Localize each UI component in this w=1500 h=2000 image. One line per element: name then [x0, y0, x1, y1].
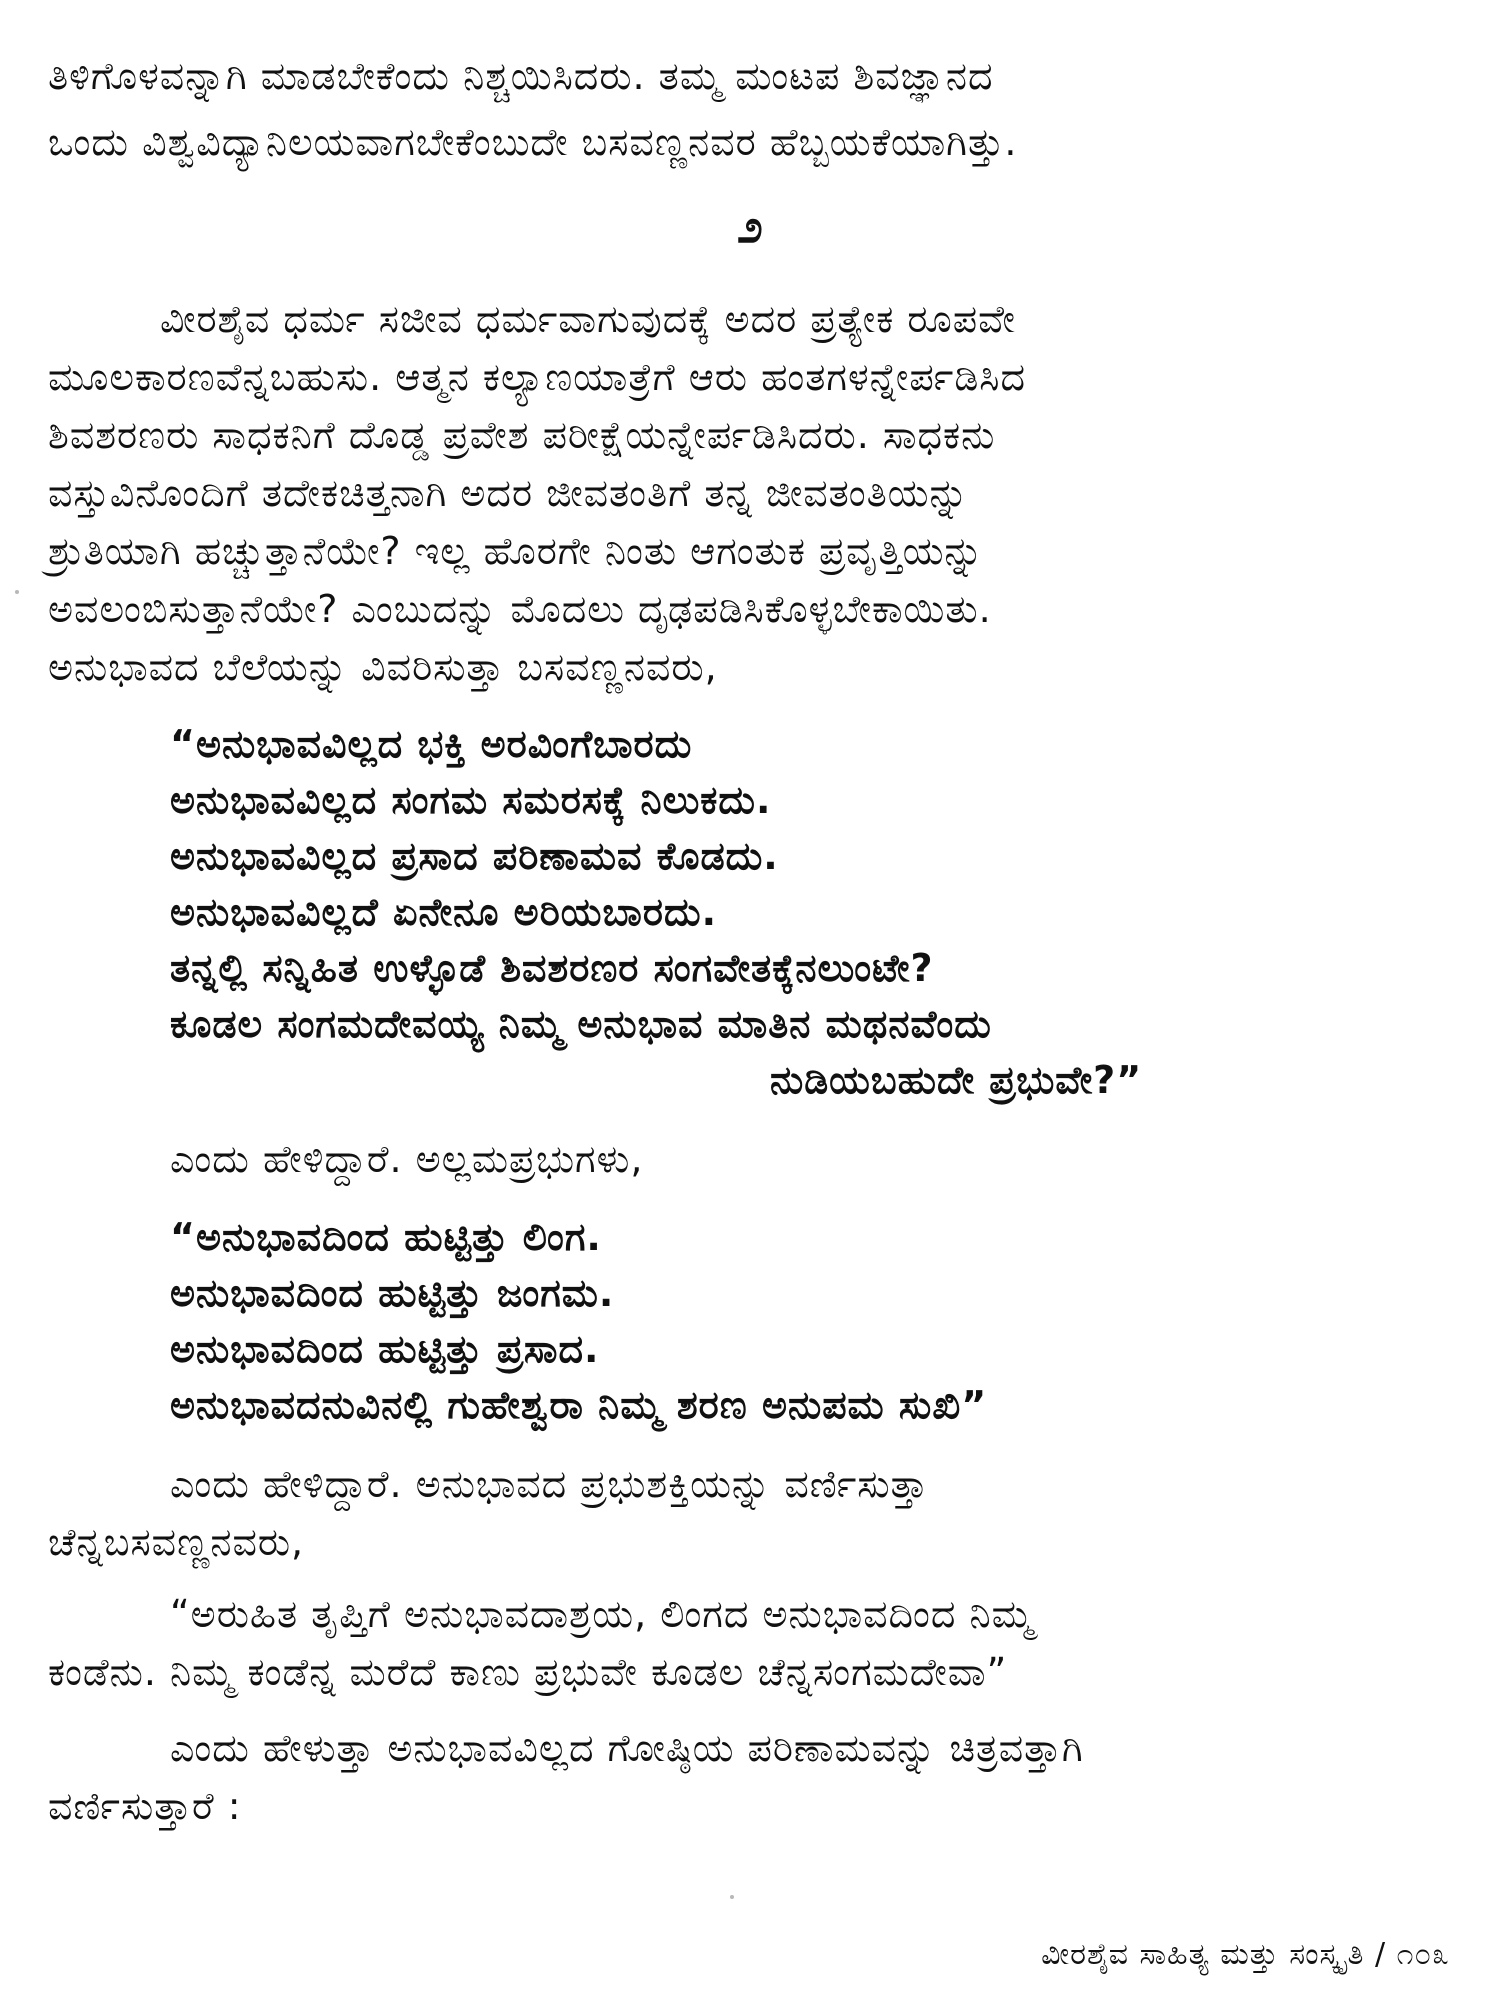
- vachana-line: ಅನುಭಾವದಿಂದ ಹುಟ್ಟಿತ್ತು ಜಂಗಮ.: [170, 1271, 615, 1315]
- text-line: ಎಂದು ಹೇಳುತ್ತಾ ಅನುಭಾವವಿಲ್ಲದ ಗೋಷ್ಠಿಯ ಪರಿಣಾಮವನ್ನು ಚಿತ್ರವತ್ತಾಗಿ: [170, 1726, 1084, 1770]
- text-line: ತಿಳಿಗೊಳವನ್ನಾಗಿ ಮಾಡಬೇಕೆಂದು ನಿಶ್ಚಯಿಸಿದರು. ತಮ್ಮ ಮಂಟಪ ಶಿವಜ್ಞಾನದ: [48, 54, 994, 98]
- text-line: ಎಂದು ಹೇಳಿದ್ದಾರೆ. ಅನುಭಾವದ ಪ್ರಭುಶಕ್ತಿಯನ್ನು ವರ್ಣಿಸುತ್ತಾ: [170, 1462, 929, 1506]
- vachana-line: ಅನುಭಾವದಿಂದ ಹುಟ್ಟಿತ್ತು ಪ್ರಸಾದ.: [170, 1327, 600, 1371]
- quote-line: “ಅರುಹಿತ ತೃಪ್ತಿಗೆ ಅನುಭಾವದಾಶ್ರಯ, ಲಿಂಗದ ಅನುಭಾವದಿಂದ ನಿಮ್ಮ: [170, 1592, 1034, 1636]
- text-line: ಶಿವಶರಣರು ಸಾಧಕನಿಗೆ ದೊಡ್ಡ ಪ್ರವೇಶ ಪರೀಕ್ಷೆಯನ್ನೇರ್ಪಡಿಸಿದರು. ಸಾಧಕನು: [48, 413, 996, 457]
- vachana-line: ಅನುಭಾವವಿಲ್ಲದ ಸಂಗಮ ಸಮರಸಕ್ಕೆ ನಿಲುಕದು.: [170, 778, 772, 822]
- scan-speck: [15, 590, 19, 594]
- text-line: ವೀರಶೈವ ಧರ್ಮ ಸಜೀವ ಧರ್ಮವಾಗುವುದಕ್ಕೆ ಅದರ ಪ್ರತ್ಯೇಕ ರೂಪವೇ: [160, 297, 1016, 341]
- scan-speck: [730, 1895, 734, 1899]
- page-footer: ವೀರಶೈವ ಸಾಹಿತ್ಯ ಮತ್ತು ಸಂಸ್ಕೃತಿ / ೧೦೩: [1041, 1937, 1450, 1972]
- text-line: ಶ್ರುತಿಯಾಗಿ ಹಚ್ಚುತ್ತಾನೆಯೇ? ಇಲ್ಲ ಹೊರಗೇ ನಿಂತು ಆಗಂತುಕ ಪ್ರವೃತ್ತಿಯನ್ನು: [48, 529, 984, 573]
- quote-line: ಕಂಡೆನು. ನಿಮ್ಮ ಕಂಡೆನ್ನ ಮರೆದೆ ಕಾಣು ಪ್ರಭುವೇ ಕೂಡಲ ಚೆನ್ನಸಂಗಮದೇವಾ”: [48, 1650, 1008, 1694]
- vachana-line: ಅನುಭಾವದನುವಿನಲ್ಲಿ ಗುಹೇಶ್ವರಾ ನಿಮ್ಮ ಶರಣ ಅನುಪಮ ಸುಖಿ”: [170, 1383, 988, 1427]
- text-line: ಅವಲಂಬಿಸುತ್ತಾನೆಯೇ? ಎಂಬುದನ್ನು ಮೊದಲು ದೃಢಪಡಿಸಿಕೊಳ್ಳಬೇಕಾಯಿತು.: [48, 587, 992, 631]
- text-line: ಮೂಲಕಾರಣವೆನ್ನಬಹುಸು. ಆತ್ಮನ ಕಲ್ಯಾಣಯಾತ್ರೆಗೆ ಆರು ಹಂತಗಳನ್ನೇರ್ಪಡಿಸಿದ: [48, 355, 1027, 399]
- vachana-line: ಕೂಡಲ ಸಂಗಮದೇವಯ್ಯ ನಿಮ್ಮ ಅನುಭಾವ ಮಾತಿನ ಮಥನವೆಂದು: [170, 1002, 992, 1046]
- vachana-line: ನುಡಿಯಬಹುದೇ ಪ್ರಭುವೇ?”: [770, 1058, 1143, 1102]
- vachana-line: “ಅನುಭಾವವಿಲ್ಲದ ಭಕ್ತಿ ಅರವಿಂಗೆಬಾರದು: [170, 722, 693, 766]
- vachana-line: ತನ್ನಲ್ಲಿ ಸನ್ನಿಹಿತ ಉಳ್ಳೊಡೆ ಶಿವಶರಣರ ಸಂಗವೇತಕ್ಕೆನಲುಂಟೇ?: [170, 946, 934, 990]
- text-line: ಚೆನ್ನಬಸವಣ್ಣನವರು,: [48, 1520, 305, 1564]
- text-line: ಅನುಭಾವದ ಬೆಲೆಯನ್ನು ವಿವರಿಸುತ್ತಾ ಬಸವಣ್ಣನವರು,: [48, 645, 718, 689]
- text-line: ವಸ್ತುವಿನೊಂದಿಗೆ ತದೇಕಚಿತ್ತನಾಗಿ ಅದರ ಜೀವತಂತಿಗೆ ತನ್ನ ಜೀವತಂತಿಯನ್ನು: [48, 471, 969, 515]
- section-number: ೨: [737, 199, 763, 253]
- vachana-line: ಅನುಭಾವವಿಲ್ಲದ ಪ್ರಸಾದ ಪರಿಣಾಮವ ಕೊಡದು.: [170, 834, 779, 878]
- text-line: ವರ್ಣಿಸುತ್ತಾರೆ :: [48, 1784, 242, 1828]
- vachana-line: “ಅನುಭಾವದಿಂದ ಹುಟ್ಟಿತ್ತು ಲಿಂಗ.: [170, 1215, 602, 1259]
- vachana-line: ಅನುಭಾವವಿಲ್ಲದೆ ಏನೇನೂ ಅರಿಯಬಾರದು.: [170, 890, 718, 934]
- text-line: ಎಂದು ಹೇಳಿದ್ದಾರೆ. ಅಲ್ಲಮಪ್ರಭುಗಳು,: [170, 1137, 644, 1181]
- text-line: ಒಂದು ವಿಶ್ವವಿದ್ಯಾನಿಲಯವಾಗಬೇಕೆಂಬುದೇ ಬಸವಣ್ಣನವರ ಹೆಬ್ಬಯಕೆಯಾಗಿತ್ತು.: [48, 120, 1018, 164]
